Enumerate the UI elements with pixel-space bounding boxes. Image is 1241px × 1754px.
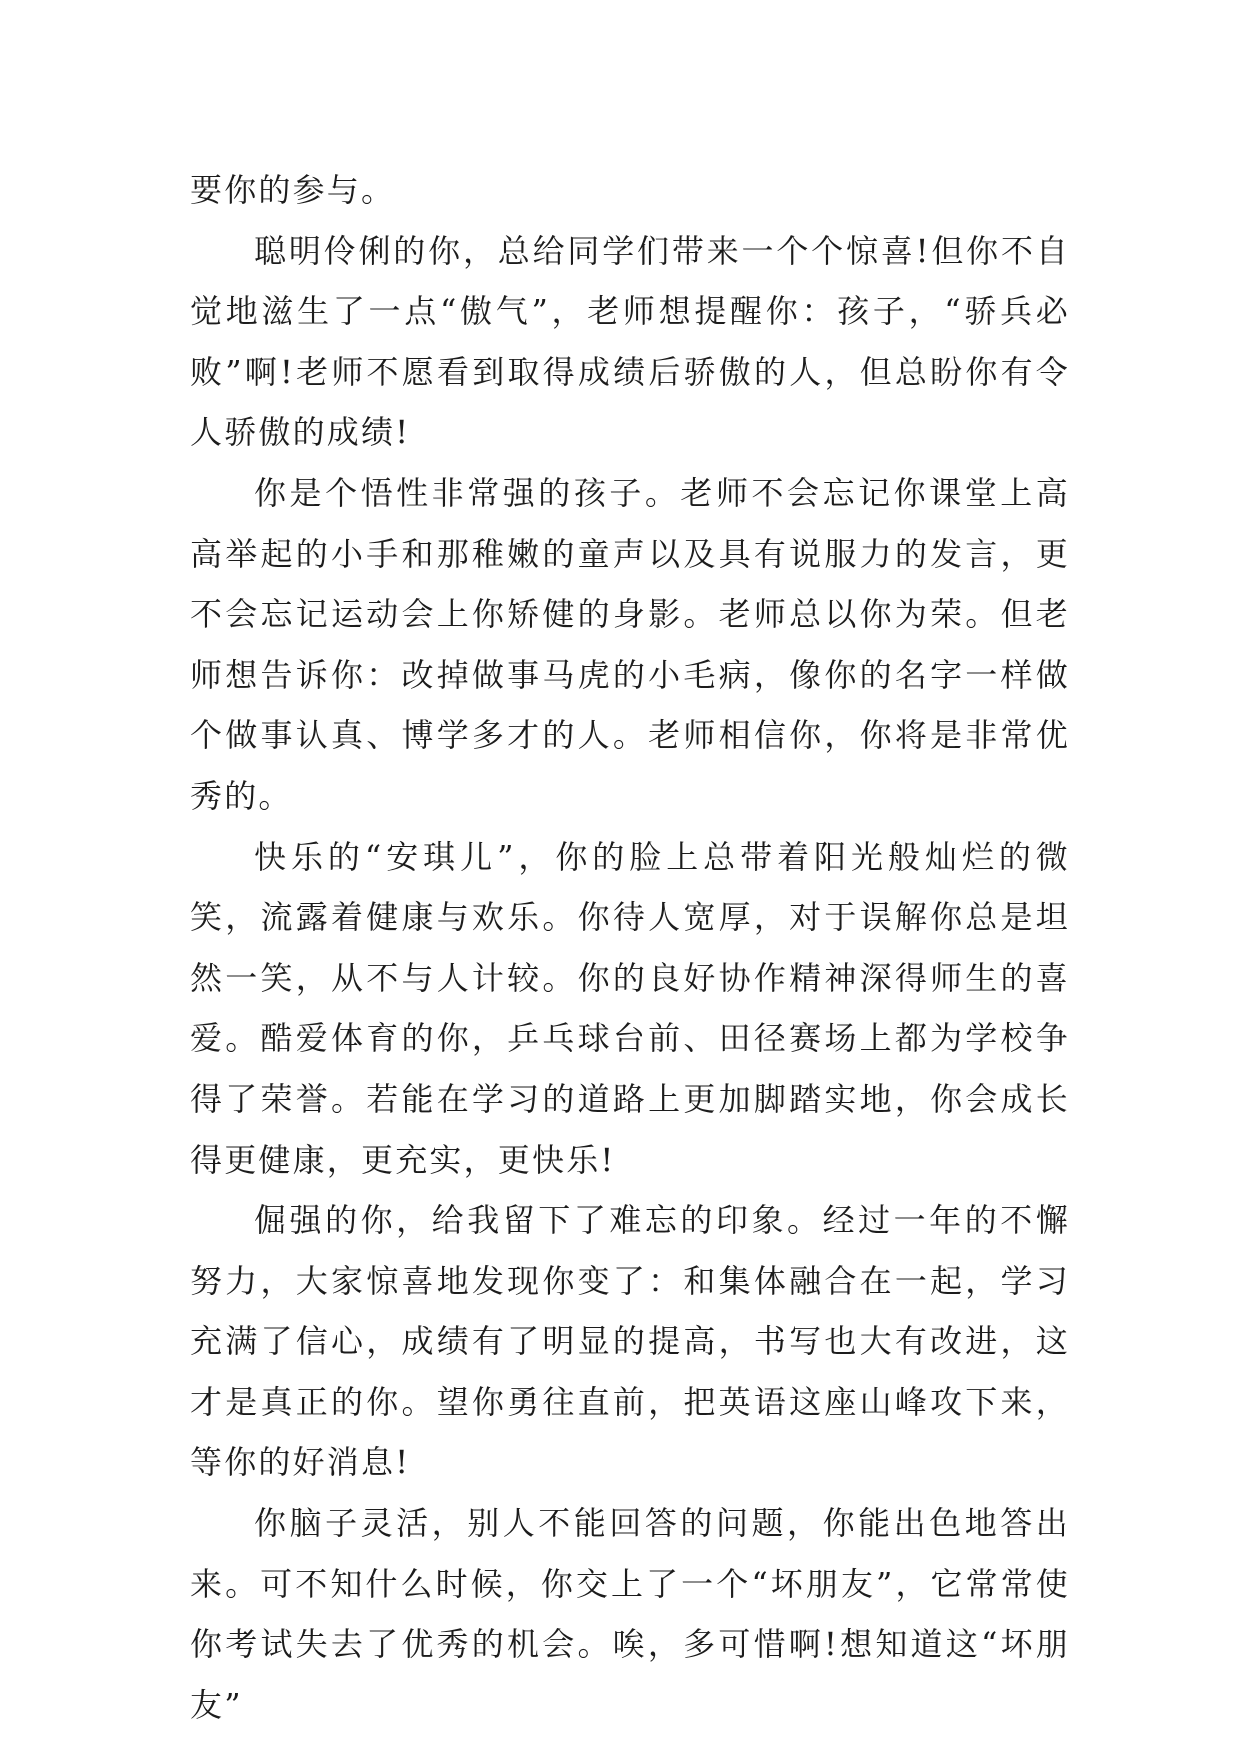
- paragraph-comment-1: 聪明伶俐的你，总给同学们带来一个个惊喜!但你不自觉地滋生了一点“傲气”，老师想提醒你：孩子，“骄兵必败”啊!老师不愿看到取得成绩后骄傲的人，但总盼你有令人骄傲的成绩!: [190, 231, 1070, 452]
- paragraph-comment-3: 快乐的“安琪儿”，你的脸上总带着阳光般灿烂的微笑，流露着健康与欢乐。你待人宽厚，对于误解你总是坦然一笑，从不与人计较。你的良好协作精神深得师生的喜爱。酷爱体育的你，乒乓球台前、田径赛场上都为学校争得了荣誉。若能在学习的道路上更加脚踏实地，你会成长得更健康，更充实，更快乐!: [190, 837, 1070, 1179]
- paragraph-comment-5: 你脑子灵活，别人不能回答的问题，你能出色地答出来。可不知什么时候，你交上了一个“坏朋友”，它常常使你考试失去了优秀的机会。唉，多可惜啊!想知道这“坏朋友”: [190, 1504, 1070, 1724]
- paragraph-comment-2: 你是个悟性非常强的孩子。老师不会忘记你课堂上高高举起的小手和那稚嫩的童声以及具有说服力的发言，更不会忘记运动会上你矫健的身影。老师总以你为荣。但老师想告诉你：改掉做事马虎的小毛病，像你的名字一样做个做事认真、博学多才的人。老师相信你，你将是非常优秀的。: [190, 473, 1070, 815]
- paragraph-continuation: 要你的参与。: [190, 171, 396, 209]
- paragraph-comment-4: 倔强的你，给我留下了难忘的印象。经过一年的不懈努力，大家惊喜地发现你变了：和集体融合在一起，学习充满了信心，成绩有了明显的提高，书写也大有改进，这才是真正的你。望你勇往直前，把英语这座山峰攻下来，等你的好消息!: [190, 1201, 1070, 1482]
- document-body: [190, 160, 1070, 1735]
